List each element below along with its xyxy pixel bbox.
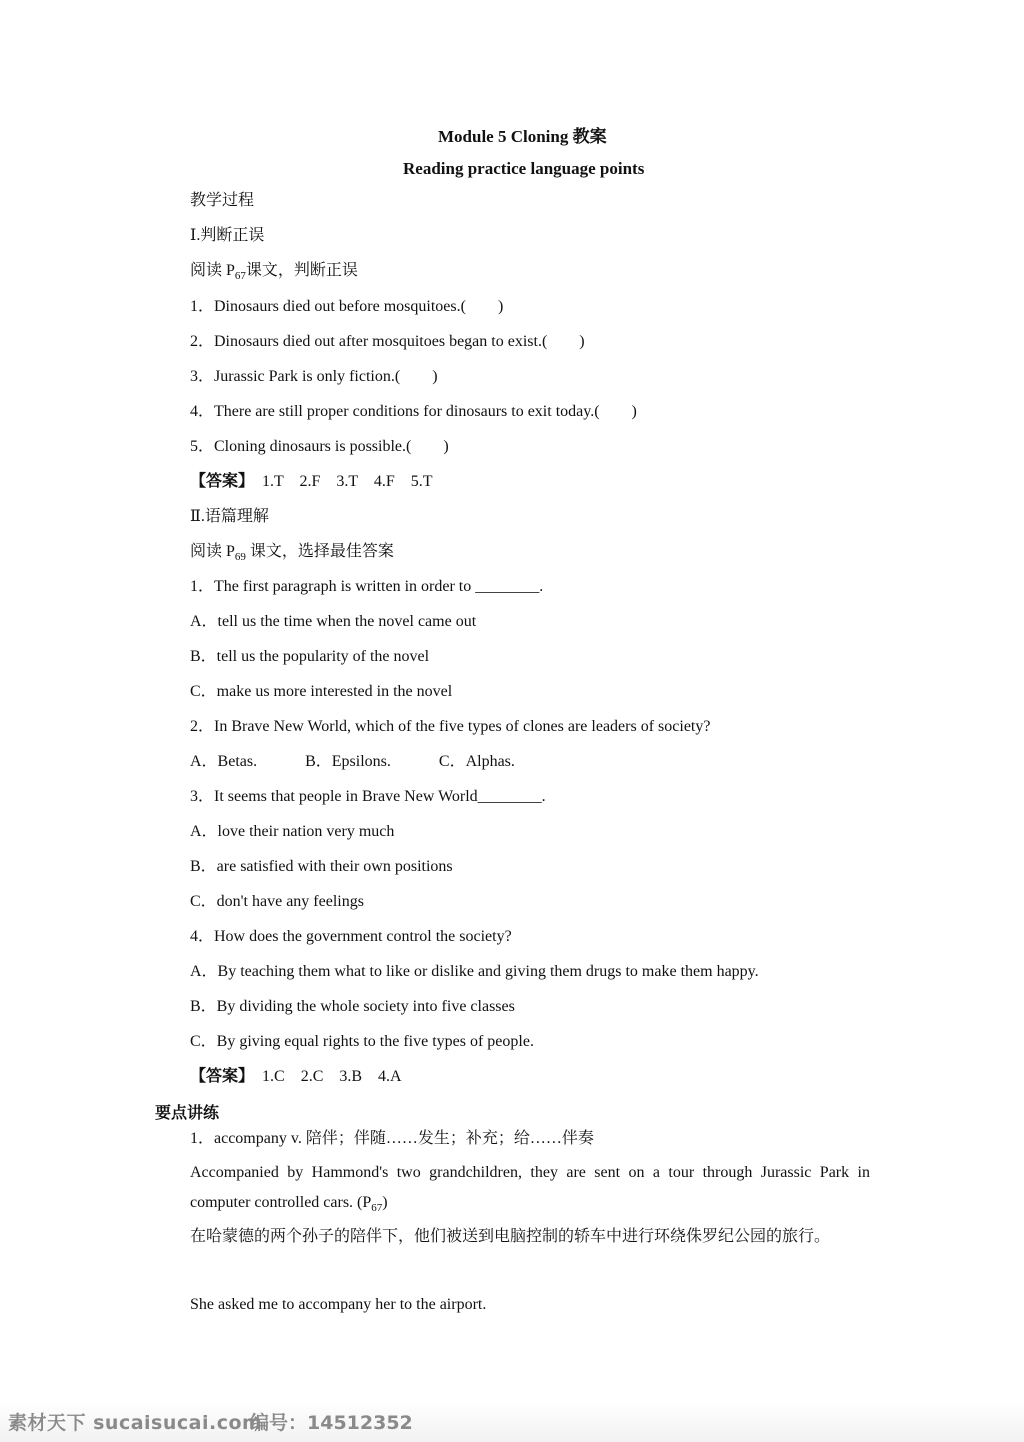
- watermark-site: 素材天下 sucaisucai.com: [8, 1412, 263, 1434]
- page-subscript: 67: [371, 1202, 383, 1214]
- question-line: 1．The first paragraph is written in order to ________.: [190, 578, 544, 595]
- tf-item: 2．Dinosaurs died out after mosquitoes began to exist.( ): [190, 333, 585, 350]
- part2-instruction: [190, 541, 394, 564]
- example-sentence-cn: 在哈蒙德的两个孙子的陪伴下，他们被送到电脑控制的轿车中进行环绕侏罗纪公园的旅行。: [190, 1228, 831, 1245]
- question-line: B．By dividing the whole society into five classes: [190, 998, 515, 1015]
- question-line: C．By giving equal rights to the five types of people.: [190, 1033, 534, 1050]
- page-subscript: 69: [234, 551, 246, 563]
- part1-instruction: [190, 260, 358, 283]
- instruction-text: 阅读 P: [190, 262, 235, 279]
- question-line: 3．It seems that people in Brave New World________.: [190, 788, 546, 805]
- instruction-text: 课文，选择最佳答案: [245, 543, 394, 560]
- question-line: A．By teaching them what to like or dislike and giving them drugs to make them happy.: [190, 963, 759, 980]
- question-line: C．don't have any feelings: [190, 893, 364, 910]
- question-line: A．tell us the time when the novel came out: [190, 613, 477, 630]
- tf-item: 4．There are still proper conditions for dinosaurs to exit today.( ): [190, 403, 637, 420]
- instruction-text: 课文，判断正误: [245, 262, 358, 279]
- part2-heading: Ⅱ.语篇理解: [190, 508, 269, 525]
- example-text-end: ): [382, 1194, 388, 1211]
- question-line: B．tell us the popularity of the novel: [190, 648, 430, 665]
- tf-item: 1．Dinosaurs died out before mosquitoes.( ): [190, 298, 504, 315]
- part1-answer: [190, 471, 433, 493]
- example-text: Accompanied by Hammond's two grandchildren, they are sent on a tour through Jurassic Park in computer controlled cars. (P: [190, 1164, 870, 1211]
- question-line: B．are satisfied with their own positions: [190, 858, 453, 875]
- answer-text: 1.C 2.C 3.B 4.A: [262, 1068, 402, 1085]
- answer-label: 【答案】: [190, 1068, 255, 1085]
- example-sentence-2: She asked me to accompany her to the airport.: [190, 1296, 487, 1313]
- key-points-heading: 要点讲练: [155, 1105, 220, 1122]
- question-line: C．make us more interested in the novel: [190, 683, 453, 700]
- document-subtitle: Reading practice language points: [403, 159, 645, 178]
- part1-heading: Ⅰ.判断正误: [190, 227, 265, 244]
- example-sentence-en: [190, 1158, 870, 1219]
- key-point-item: 1．accompany v. 陪伴；伴随……发生；补充；给……伴奏: [190, 1130, 594, 1147]
- question-line: 4．How does the government control the society?: [190, 928, 512, 945]
- answer-text: 1.T 2.F 3.T 4.F 5.T: [262, 473, 433, 490]
- question-line: A．Betas. B．Epsilons. C．Alphas.: [190, 753, 515, 770]
- tf-item: 3．Jurassic Park is only fiction.( ): [190, 368, 438, 385]
- question-line: A．love their nation very much: [190, 823, 395, 840]
- instruction-text: 阅读 P: [190, 543, 235, 560]
- question-line: 2．In Brave New World, which of the five types of clones are leaders of society?: [190, 718, 711, 735]
- watermark-id: 编号：14512352: [250, 1412, 413, 1434]
- page-subscript: 67: [234, 270, 246, 282]
- answer-label: 【答案】: [190, 473, 255, 490]
- tf-item: 5．Cloning dinosaurs is possible.( ): [190, 438, 449, 455]
- part2-answer: [190, 1066, 402, 1088]
- section-teaching-process: 教学过程: [190, 192, 255, 209]
- document-title: Module 5 Cloning 教案: [438, 127, 607, 146]
